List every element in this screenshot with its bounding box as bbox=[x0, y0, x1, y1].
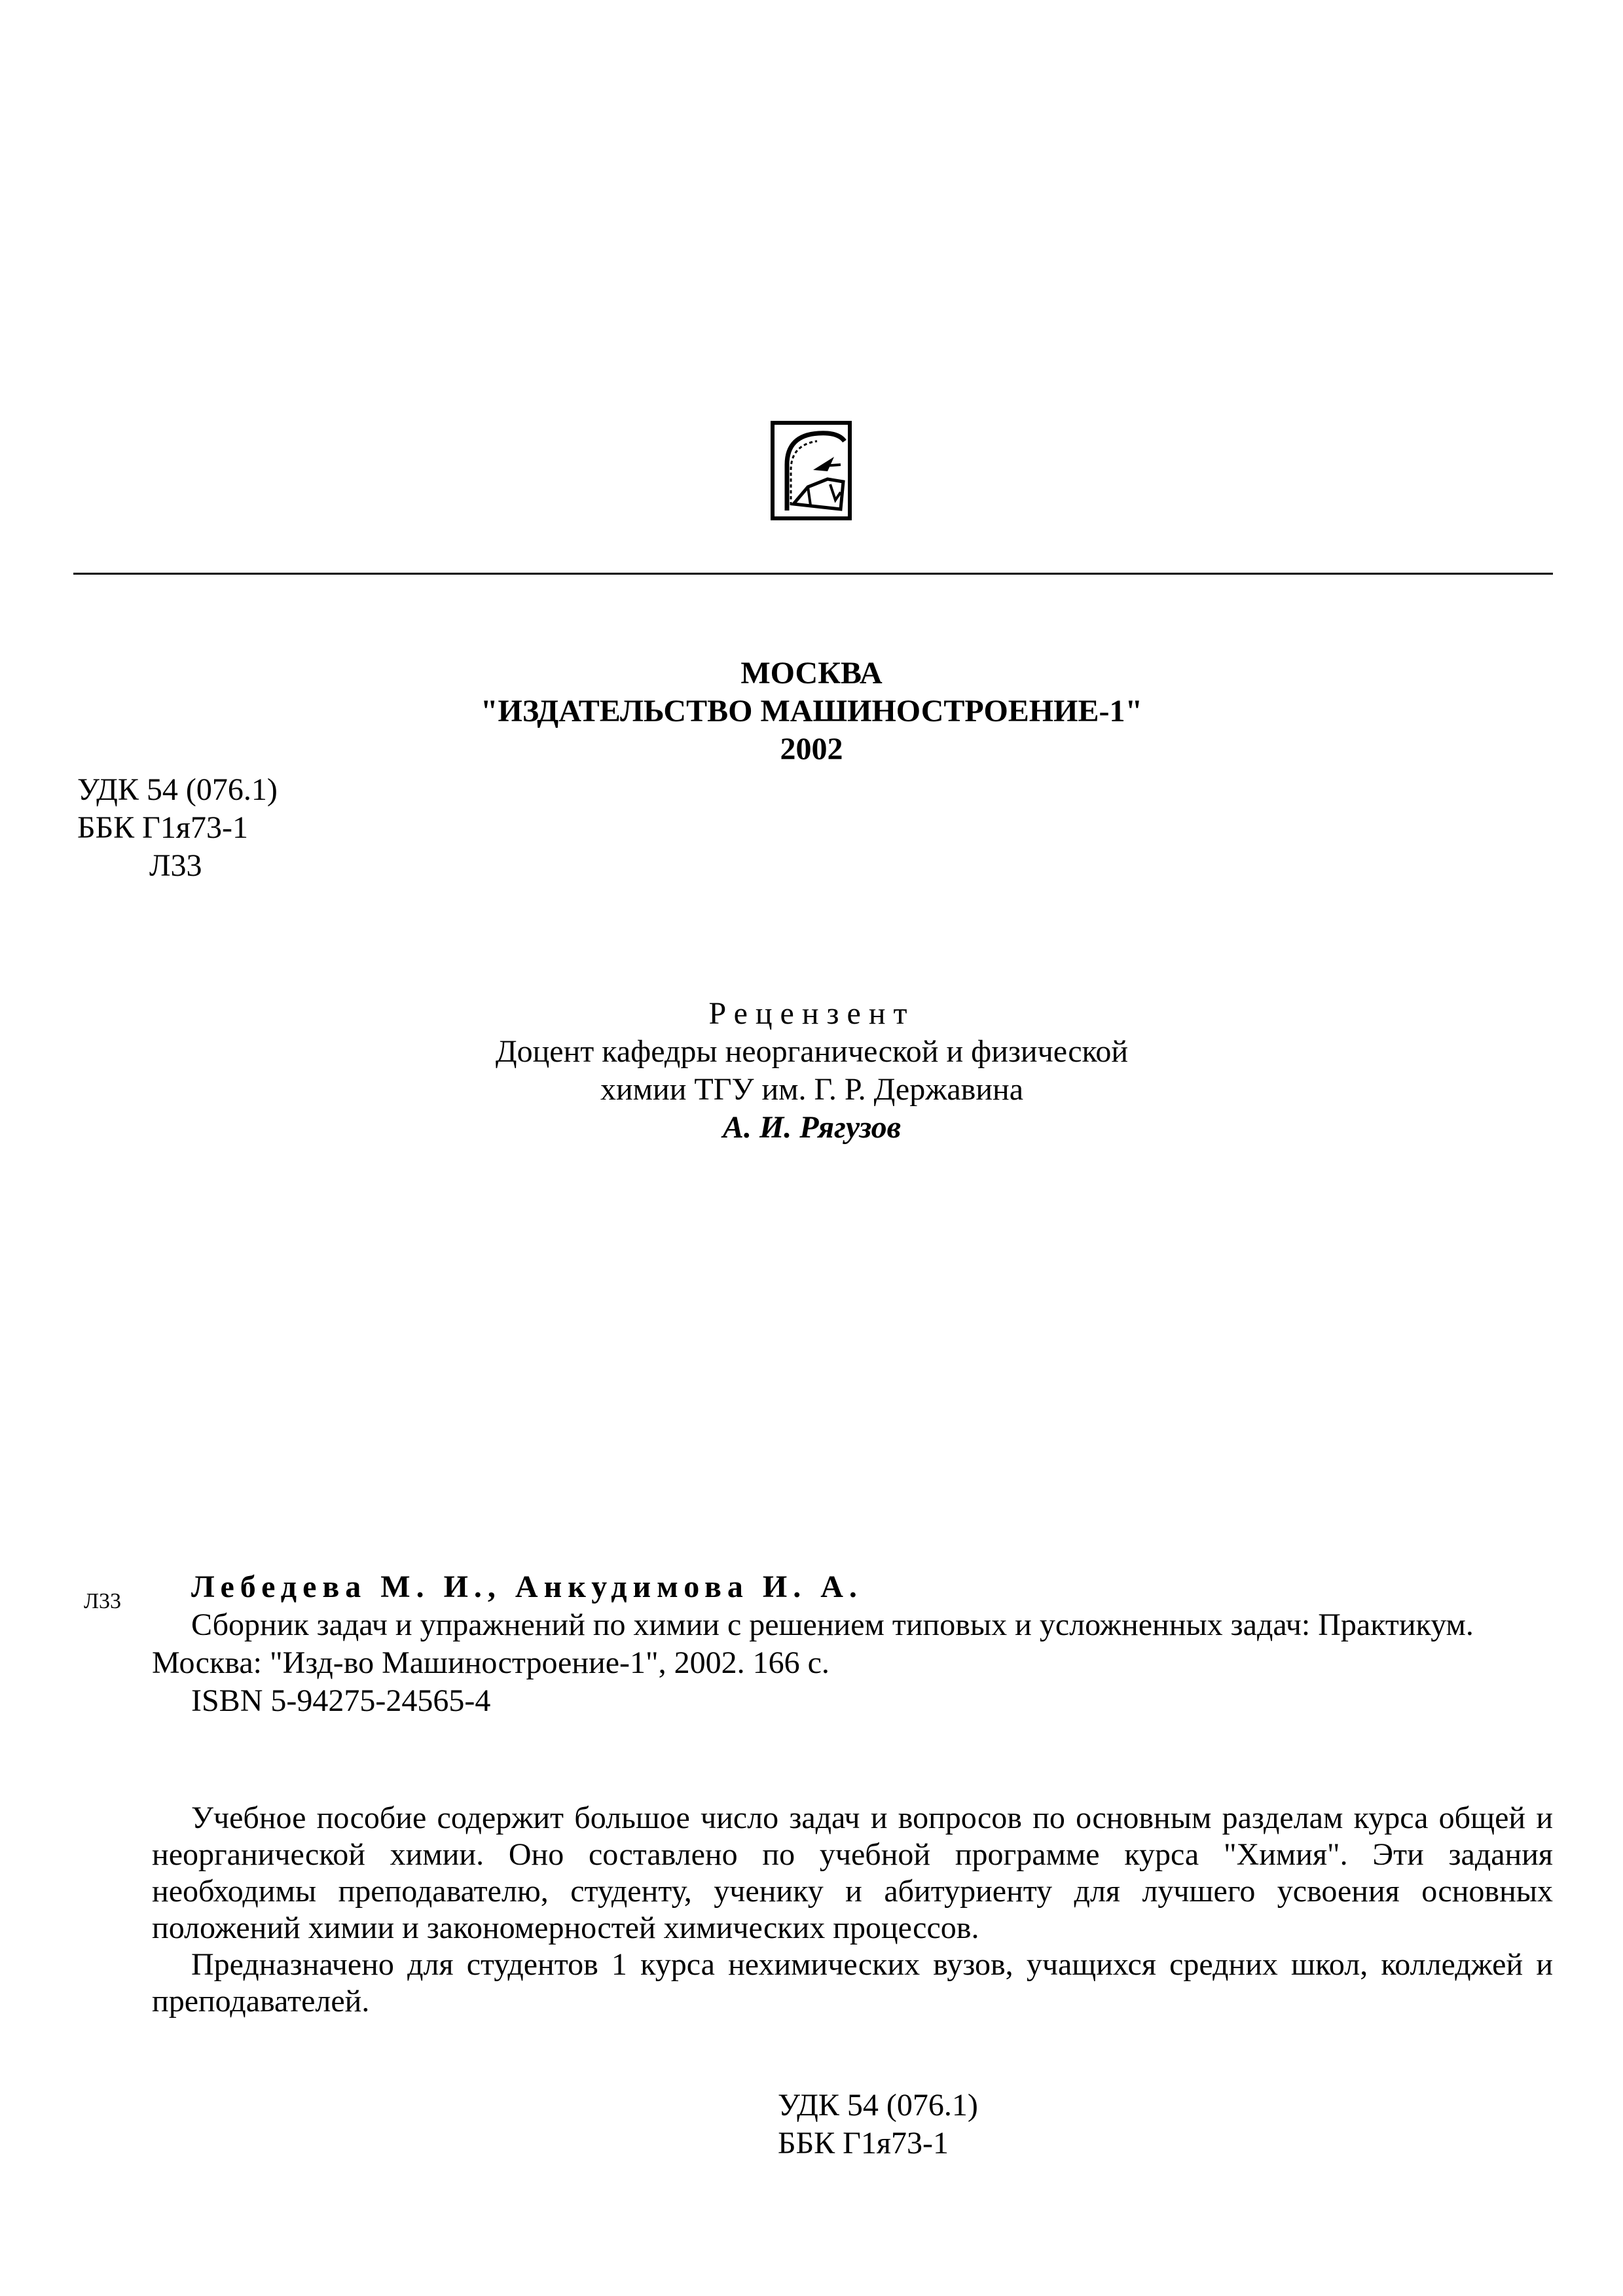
udk-code-top: УДК 54 (076.1) bbox=[77, 772, 278, 807]
horizontal-divider bbox=[73, 573, 1553, 575]
publisher-logo-icon bbox=[767, 419, 859, 524]
reviewer-heading: Рецензент bbox=[708, 996, 915, 1031]
bbk-code-bottom: ББК Г1я73-1 bbox=[778, 2126, 949, 2161]
reviewer-name: А. И. Рягузов bbox=[722, 1110, 902, 1145]
book-description: Сборник задач и упражнений по химии с решением типовых и усложненных задач: Практикум. Москва: "Изд-во Машиностроение-1", 2002. 166 с. bbox=[152, 1607, 1474, 1680]
publisher-year: 2002 bbox=[780, 732, 843, 766]
annotation-paragraph: Предназначено для студентов 1 курса нехимических вузов, учащихся средних школ, колледжей и преподавателей. bbox=[152, 1947, 1553, 2018]
reviewer-position-line1: Доцент кафедры неорганической и физической bbox=[495, 1034, 1129, 1069]
udk-code-bottom: УДК 54 (076.1) bbox=[778, 2088, 978, 2123]
author-mark-margin: Л33 bbox=[84, 1589, 122, 1613]
publisher-city: МОСКВА bbox=[740, 656, 883, 691]
author-mark-top: Л33 bbox=[149, 848, 202, 883]
publisher-name: "ИЗДАТЕЛЬСТВО МАШИНОСТРОЕНИЕ-1" bbox=[480, 694, 1143, 728]
isbn: ISBN 5-94275-24565-4 bbox=[191, 1683, 491, 1718]
reviewer-position-line2: химии ТГУ им. Г. Р. Державина bbox=[600, 1072, 1024, 1107]
book-authors: Лебедева М. И., Анкудимова И. А. bbox=[191, 1570, 863, 1604]
bbk-code-top: ББК Г1я73-1 bbox=[77, 810, 248, 845]
annotation-paragraph: Учебное пособие содержит большое число задач и вопросов по основным разделам курса общей и неорганической химии. Оно составлено по учебной программе курса "Химия". Эти задания необходимы преподавателю, студенту, ученику и абитуриенту для лучшего усвоения основных положений химии и закономерностей химических процессов. bbox=[152, 1801, 1553, 1945]
